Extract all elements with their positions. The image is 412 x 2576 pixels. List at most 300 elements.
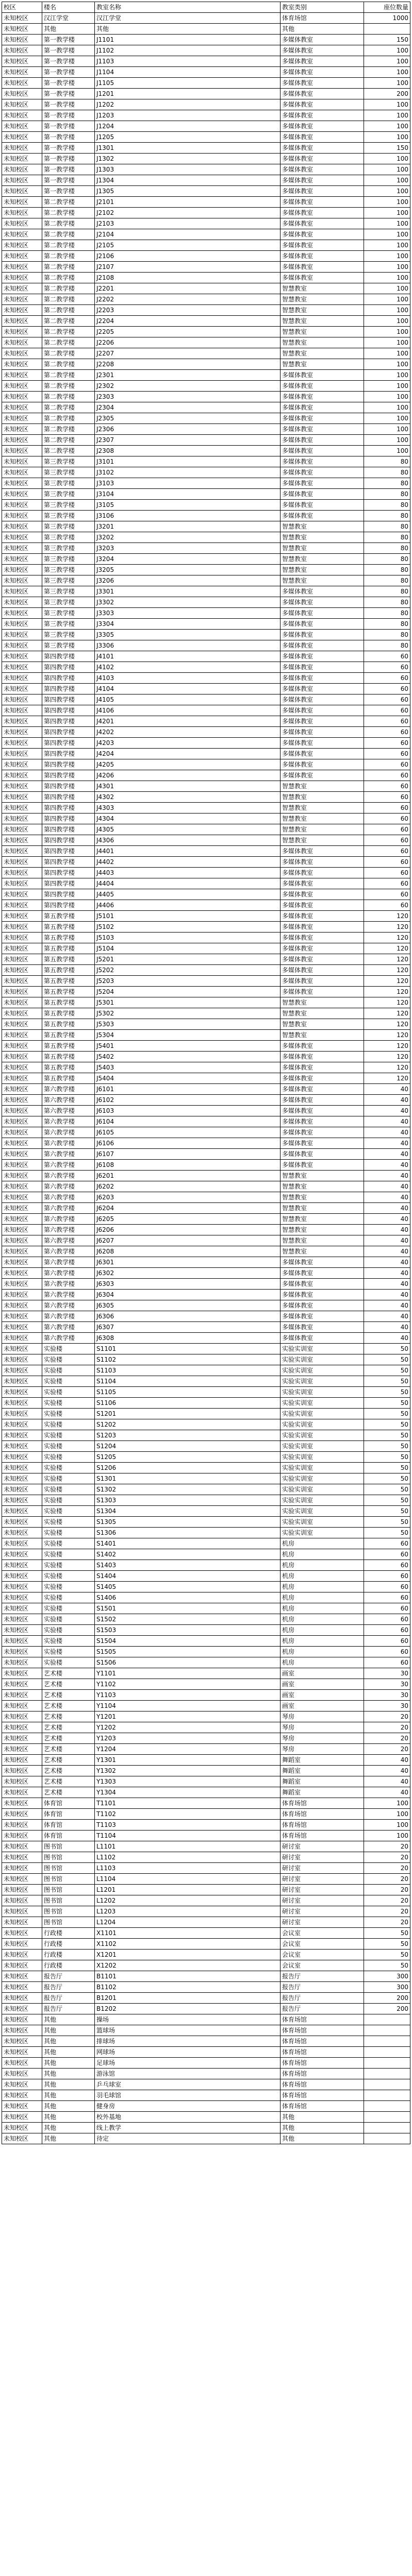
campus-cell: 未知校区 — [2, 110, 42, 121]
table-row — [2, 1225, 410, 1235]
building-cell: 第二教学楼 — [42, 424, 95, 435]
room-type-cell: 智慧教室 — [281, 792, 364, 803]
room-name-cell: J4405 — [95, 889, 281, 900]
campus-cell: 未知校区 — [2, 1766, 42, 1776]
room-name-cell: S1501 — [95, 1603, 281, 1614]
room-name-cell: Y1104 — [95, 1701, 281, 1711]
campus-cell: 未知校区 — [2, 1300, 42, 1311]
room-type-cell: 琴房 — [281, 1722, 364, 1733]
building-cell: 第五教学楼 — [42, 987, 95, 997]
room-name-cell: J3303 — [95, 608, 281, 619]
table-row — [2, 143, 410, 154]
table-row — [2, 1906, 410, 1917]
campus-cell: 未知校区 — [2, 868, 42, 878]
table-row — [2, 1636, 410, 1647]
room-name-cell: 健身房 — [95, 2101, 281, 2112]
room-type-cell: 多媒体教室 — [281, 738, 364, 749]
room-type-cell: 体育场馆 — [281, 13, 364, 24]
campus-cell: 未知校区 — [2, 132, 42, 143]
campus-cell: 未知校区 — [2, 478, 42, 489]
room-name-cell: Y1101 — [95, 1668, 281, 1679]
room-type-cell: 体育场馆 — [281, 1798, 364, 1809]
building-cell: 报告厅 — [42, 1982, 95, 1993]
campus-cell: 未知校区 — [2, 1917, 42, 1928]
campus-cell: 未知校区 — [2, 2058, 42, 2069]
room-name-cell: J1105 — [95, 78, 281, 89]
building-cell: 实验楼 — [42, 1419, 95, 1430]
building-cell: 图书馆 — [42, 1906, 95, 1917]
room-type-cell: 体育场馆 — [281, 2036, 364, 2047]
table-row — [2, 1517, 410, 1528]
seat-count-cell: 60 — [364, 814, 410, 824]
room-type-cell: 机房 — [281, 1560, 364, 1571]
table-row — [2, 2069, 410, 2079]
room-name-cell: L1101 — [95, 1841, 281, 1852]
room-name-cell: J4304 — [95, 814, 281, 824]
seat-count-cell: 100 — [364, 186, 410, 197]
building-cell: 报告厅 — [42, 2004, 95, 2014]
building-cell: 第四教学楼 — [42, 781, 95, 792]
campus-cell: 未知校区 — [2, 1517, 42, 1528]
room-type-cell: 多媒体教室 — [281, 673, 364, 684]
building-cell: 实验楼 — [42, 1409, 95, 1419]
building-cell: 第四教学楼 — [42, 868, 95, 878]
campus-cell: 未知校区 — [2, 1084, 42, 1095]
campus-cell: 未知校区 — [2, 1722, 42, 1733]
building-cell: 实验楼 — [42, 1625, 95, 1636]
seat-count-cell: 1000 — [364, 13, 410, 24]
campus-cell: 未知校区 — [2, 283, 42, 294]
campus-cell: 未知校区 — [2, 1560, 42, 1571]
room-name-cell: J1203 — [95, 110, 281, 121]
seat-count-cell: 40 — [364, 1116, 410, 1127]
room-type-cell: 多媒体教室 — [281, 1095, 364, 1106]
room-type-cell: 研讨室 — [281, 1874, 364, 1885]
building-cell: 第三教学楼 — [42, 608, 95, 619]
campus-cell: 未知校区 — [2, 164, 42, 175]
table-row — [2, 1192, 410, 1203]
room-type-cell: 智慧教室 — [281, 543, 364, 554]
campus-cell: 未知校区 — [2, 1538, 42, 1549]
seat-count-cell: 50 — [364, 1344, 410, 1354]
campus-cell: 未知校区 — [2, 554, 42, 565]
room-type-cell: 智慧教室 — [281, 814, 364, 824]
campus-cell: 未知校区 — [2, 359, 42, 370]
table-row — [2, 1614, 410, 1625]
building-cell: 第二教学楼 — [42, 348, 95, 359]
room-type-cell: 智慧教室 — [281, 327, 364, 337]
table-row — [2, 89, 410, 99]
room-name-cell: J1205 — [95, 132, 281, 143]
seat-count-cell — [364, 2079, 410, 2090]
building-cell: 第六教学楼 — [42, 1322, 95, 1333]
room-name-cell: J1202 — [95, 99, 281, 110]
seat-count-cell: 80 — [364, 597, 410, 608]
room-type-cell: 多媒体教室 — [281, 229, 364, 240]
seat-count-cell: 40 — [364, 1181, 410, 1192]
table-row — [2, 337, 410, 348]
room-type-cell: 画室 — [281, 1690, 364, 1701]
campus-cell: 未知校区 — [2, 803, 42, 814]
seat-count-cell: 50 — [364, 1928, 410, 1939]
room-type-cell: 实验实训室 — [281, 1506, 364, 1517]
campus-cell: 未知校区 — [2, 467, 42, 478]
campus-cell: 未知校区 — [2, 1062, 42, 1073]
room-name-cell: S1301 — [95, 1473, 281, 1484]
room-name-cell: Y1103 — [95, 1690, 281, 1701]
building-cell: 图书馆 — [42, 1885, 95, 1895]
seat-count-cell: 40 — [364, 1300, 410, 1311]
building-cell: 第三教学楼 — [42, 630, 95, 640]
table-row — [2, 1311, 410, 1322]
building-cell: 第二教学楼 — [42, 305, 95, 316]
table-row — [2, 1711, 410, 1722]
seat-count-cell: 40 — [364, 1279, 410, 1290]
room-name-cell: S1502 — [95, 1614, 281, 1625]
campus-cell: 未知校区 — [2, 1495, 42, 1506]
table-row — [2, 478, 410, 489]
building-cell: 其他 — [42, 2014, 95, 2025]
seat-count-cell — [364, 2112, 410, 2123]
building-cell: 体育馆 — [42, 1798, 95, 1809]
building-cell: 实验楼 — [42, 1506, 95, 1517]
building-cell: 艺术楼 — [42, 1787, 95, 1798]
table-row — [2, 1571, 410, 1582]
building-cell: 第四教学楼 — [42, 749, 95, 759]
room-name-cell: X1101 — [95, 1928, 281, 1939]
seat-count-cell: 50 — [364, 1387, 410, 1398]
room-type-cell: 智慧教室 — [281, 997, 364, 1008]
room-type-cell: 智慧教室 — [281, 1225, 364, 1235]
room-type-cell: 多媒体教室 — [281, 121, 364, 132]
room-type-cell: 机房 — [281, 1549, 364, 1560]
seat-count-cell — [364, 2047, 410, 2058]
table-row — [2, 1841, 410, 1852]
table-row — [2, 154, 410, 164]
building-cell: 第四教学楼 — [42, 662, 95, 673]
building-cell: 第二教学楼 — [42, 208, 95, 218]
room-type-cell: 体育场馆 — [281, 2101, 364, 2112]
room-type-cell: 舞蹈室 — [281, 1766, 364, 1776]
seat-count-cell: 40 — [364, 1149, 410, 1160]
table-row — [2, 1549, 410, 1560]
room-name-cell: J5302 — [95, 1008, 281, 1019]
room-name-cell: J3101 — [95, 456, 281, 467]
building-cell: 实验楼 — [42, 1614, 95, 1625]
building-cell: 图书馆 — [42, 1841, 95, 1852]
campus-cell: 未知校区 — [2, 1852, 42, 1863]
campus-cell: 未知校区 — [2, 1484, 42, 1495]
table-row — [2, 1203, 410, 1214]
table-row — [2, 651, 410, 662]
table-row — [2, 348, 410, 359]
room-type-cell: 多媒体教室 — [281, 597, 364, 608]
building-cell: 第五教学楼 — [42, 922, 95, 933]
room-type-cell: 实验实训室 — [281, 1398, 364, 1409]
room-name-cell: J1305 — [95, 186, 281, 197]
room-type-cell: 多媒体教室 — [281, 759, 364, 770]
seat-count-cell: 100 — [364, 327, 410, 337]
room-name-cell: J3305 — [95, 630, 281, 640]
room-type-cell: 智慧教室 — [281, 294, 364, 305]
seat-count-cell: 40 — [364, 1203, 410, 1214]
room-type-cell: 智慧教室 — [281, 283, 364, 294]
campus-cell: 未知校区 — [2, 1311, 42, 1322]
seat-count-cell: 20 — [364, 1874, 410, 1885]
building-cell: 第一教学楼 — [42, 175, 95, 186]
table-row — [2, 1766, 410, 1776]
room-type-cell: 多媒体教室 — [281, 175, 364, 186]
room-name-cell: 线上教学 — [95, 2123, 281, 2133]
campus-cell: 未知校区 — [2, 543, 42, 554]
room-type-cell: 画室 — [281, 1668, 364, 1679]
room-name-cell: L1104 — [95, 1874, 281, 1885]
seat-count-cell: 40 — [364, 1290, 410, 1300]
table-row — [2, 1149, 410, 1160]
campus-cell: 未知校区 — [2, 684, 42, 694]
campus-cell: 未知校区 — [2, 1409, 42, 1419]
table-row — [2, 489, 410, 500]
classroom-table — [2, 2, 410, 2144]
seat-count-cell: 40 — [364, 1171, 410, 1181]
room-name-cell: J6105 — [95, 1127, 281, 1138]
table-row — [2, 2101, 410, 2112]
building-cell: 第五教学楼 — [42, 1052, 95, 1062]
seat-count-cell: 20 — [364, 1895, 410, 1906]
room-name-cell: J2201 — [95, 283, 281, 294]
room-name-cell: 足球场 — [95, 2058, 281, 2069]
seat-count-cell: 80 — [364, 575, 410, 586]
building-cell: 第六教学楼 — [42, 1138, 95, 1149]
room-type-cell: 体育场馆 — [281, 2014, 364, 2025]
campus-cell: 未知校区 — [2, 78, 42, 89]
room-name-cell: T1101 — [95, 1798, 281, 1809]
seat-count-cell: 40 — [364, 1138, 410, 1149]
seat-count-cell: 30 — [364, 1690, 410, 1701]
building-cell: 第六教学楼 — [42, 1235, 95, 1246]
seat-count-cell: 50 — [364, 1939, 410, 1950]
campus-cell: 未知校区 — [2, 2036, 42, 2047]
campus-cell: 未知校区 — [2, 24, 42, 35]
room-name-cell: J1102 — [95, 45, 281, 56]
room-name-cell: J3304 — [95, 619, 281, 630]
seat-count-cell: 100 — [364, 262, 410, 273]
table-row — [2, 110, 410, 121]
table-row — [2, 1365, 410, 1376]
building-cell: 第六教学楼 — [42, 1084, 95, 1095]
building-cell: 艺术楼 — [42, 1701, 95, 1711]
seat-count-cell: 20 — [364, 1906, 410, 1917]
room-name-cell: J6106 — [95, 1138, 281, 1149]
building-cell: 第四教学楼 — [42, 684, 95, 694]
table-row — [2, 662, 410, 673]
room-type-cell: 多媒体教室 — [281, 240, 364, 251]
building-cell: 第五教学楼 — [42, 933, 95, 943]
seat-count-cell: 40 — [364, 1257, 410, 1268]
room-type-cell: 多媒体教室 — [281, 922, 364, 933]
campus-cell: 未知校区 — [2, 45, 42, 56]
campus-cell: 未知校区 — [2, 229, 42, 240]
campus-cell: 未知校区 — [2, 1246, 42, 1257]
room-type-cell: 多媒体教室 — [281, 1333, 364, 1344]
campus-cell: 未知校区 — [2, 2025, 42, 2036]
seat-count-cell: 60 — [364, 651, 410, 662]
seat-count-cell: 40 — [364, 1160, 410, 1171]
room-type-cell: 多媒体教室 — [281, 651, 364, 662]
campus-cell: 未知校区 — [2, 1398, 42, 1409]
campus-cell: 未知校区 — [2, 143, 42, 154]
room-type-cell: 多媒体教室 — [281, 99, 364, 110]
seat-count-cell: 100 — [364, 294, 410, 305]
campus-cell: 未知校区 — [2, 348, 42, 359]
room-type-cell: 实验实训室 — [281, 1463, 364, 1473]
seat-count-cell: 80 — [364, 489, 410, 500]
room-name-cell: J1104 — [95, 67, 281, 78]
room-type-cell: 琴房 — [281, 1744, 364, 1755]
seat-count-cell: 60 — [364, 1657, 410, 1668]
campus-cell: 未知校区 — [2, 933, 42, 943]
building-cell: 实验楼 — [42, 1603, 95, 1614]
room-type-cell: 多媒体教室 — [281, 965, 364, 976]
room-name-cell: B1202 — [95, 2004, 281, 2014]
room-type-cell: 多媒体教室 — [281, 1106, 364, 1116]
room-name-cell: J2307 — [95, 435, 281, 446]
room-type-cell: 体育场馆 — [281, 1809, 364, 1820]
campus-cell: 未知校区 — [2, 1473, 42, 1484]
room-name-cell: J4401 — [95, 846, 281, 857]
seat-count-cell: 100 — [364, 370, 410, 381]
building-cell: 实验楼 — [42, 1571, 95, 1582]
room-name-cell: S1504 — [95, 1636, 281, 1647]
room-name-cell: J6307 — [95, 1322, 281, 1333]
room-type-cell: 多媒体教室 — [281, 640, 364, 651]
building-cell: 体育馆 — [42, 1831, 95, 1841]
table-row — [2, 1928, 410, 1939]
room-name-cell: 校外基地 — [95, 2112, 281, 2123]
table-row — [2, 954, 410, 965]
seat-count-cell: 20 — [364, 1885, 410, 1895]
room-type-cell: 智慧教室 — [281, 532, 364, 543]
seat-count-cell: 40 — [364, 1268, 410, 1279]
seat-count-cell: 40 — [364, 1192, 410, 1203]
table-row — [2, 824, 410, 835]
room-name-cell: Y1201 — [95, 1711, 281, 1722]
table-row — [2, 1463, 410, 1473]
room-type-cell: 多媒体教室 — [281, 467, 364, 478]
seat-count-cell: 100 — [364, 121, 410, 132]
building-cell: 第三教学楼 — [42, 619, 95, 630]
table-row — [2, 67, 410, 78]
room-type-cell: 机房 — [281, 1647, 364, 1657]
seat-count-cell: 100 — [364, 99, 410, 110]
table-row — [2, 705, 410, 716]
room-name-cell: J2306 — [95, 424, 281, 435]
table-row — [2, 2025, 410, 2036]
building-cell: 实验楼 — [42, 1549, 95, 1560]
campus-cell: 未知校区 — [2, 1571, 42, 1582]
campus-cell: 未知校区 — [2, 1138, 42, 1149]
room-type-cell: 多媒体教室 — [281, 1257, 364, 1268]
table-row — [2, 814, 410, 824]
room-type-cell: 智慧教室 — [281, 803, 364, 814]
campus-cell: 未知校区 — [2, 2101, 42, 2112]
campus-cell: 未知校区 — [2, 1279, 42, 1290]
table-row — [2, 878, 410, 889]
seat-count-cell: 40 — [364, 1776, 410, 1787]
room-type-cell: 智慧教室 — [281, 1192, 364, 1203]
building-cell: 第一教学楼 — [42, 110, 95, 121]
room-type-cell: 多媒体教室 — [281, 1149, 364, 1160]
room-type-cell: 智慧教室 — [281, 1246, 364, 1257]
table-row — [2, 1062, 410, 1073]
room-name-cell: J4402 — [95, 857, 281, 868]
table-row — [2, 370, 410, 381]
campus-cell: 未知校区 — [2, 770, 42, 781]
campus-cell: 未知校区 — [2, 532, 42, 543]
building-cell: 图书馆 — [42, 1863, 95, 1874]
room-type-cell: 智慧教室 — [281, 835, 364, 846]
room-type-cell: 机房 — [281, 1625, 364, 1636]
seat-count-cell: 50 — [364, 1430, 410, 1441]
room-name-cell: J6304 — [95, 1290, 281, 1300]
table-row — [2, 1679, 410, 1690]
seat-count-cell: 300 — [364, 1982, 410, 1993]
building-cell: 第四教学楼 — [42, 694, 95, 705]
seat-count-cell: 100 — [364, 208, 410, 218]
room-name-cell: J3105 — [95, 500, 281, 511]
campus-cell: 未知校区 — [2, 651, 42, 662]
room-type-cell: 机房 — [281, 1657, 364, 1668]
campus-cell: 未知校区 — [2, 67, 42, 78]
table-row — [2, 684, 410, 694]
building-cell: 第三教学楼 — [42, 500, 95, 511]
room-name-cell: J2203 — [95, 305, 281, 316]
building-cell: 实验楼 — [42, 1528, 95, 1538]
room-name-cell: S1204 — [95, 1441, 281, 1452]
room-name-cell: S1304 — [95, 1506, 281, 1517]
room-type-cell: 多媒体教室 — [281, 586, 364, 597]
table-row — [2, 1354, 410, 1365]
room-name-cell: J2304 — [95, 402, 281, 413]
building-cell: 第二教学楼 — [42, 316, 95, 327]
room-name-cell: J6204 — [95, 1203, 281, 1214]
campus-cell: 未知校区 — [2, 1203, 42, 1214]
campus-cell: 未知校区 — [2, 1906, 42, 1917]
room-type-cell: 机房 — [281, 1636, 364, 1647]
room-name-cell: 待定 — [95, 2133, 281, 2144]
building-cell: 第五教学楼 — [42, 954, 95, 965]
room-name-cell: J4106 — [95, 705, 281, 716]
room-name-cell: J4305 — [95, 824, 281, 835]
building-cell: 第五教学楼 — [42, 1019, 95, 1030]
seat-count-cell: 100 — [364, 197, 410, 208]
seat-count-cell: 60 — [364, 1538, 410, 1549]
table-row — [2, 543, 410, 554]
campus-cell: 未知校区 — [2, 1192, 42, 1203]
building-cell: 实验楼 — [42, 1657, 95, 1668]
room-type-cell: 多媒体教室 — [281, 413, 364, 424]
building-cell: 实验楼 — [42, 1592, 95, 1603]
room-name-cell: S1201 — [95, 1409, 281, 1419]
room-type-cell: 多媒体教室 — [281, 110, 364, 121]
table-row — [2, 229, 410, 240]
room-type-cell: 其他 — [281, 2112, 364, 2123]
table-row — [2, 1755, 410, 1766]
room-name-cell: J4205 — [95, 759, 281, 770]
table-row — [2, 1430, 410, 1441]
table-row — [2, 976, 410, 987]
seat-count-cell: 100 — [364, 229, 410, 240]
